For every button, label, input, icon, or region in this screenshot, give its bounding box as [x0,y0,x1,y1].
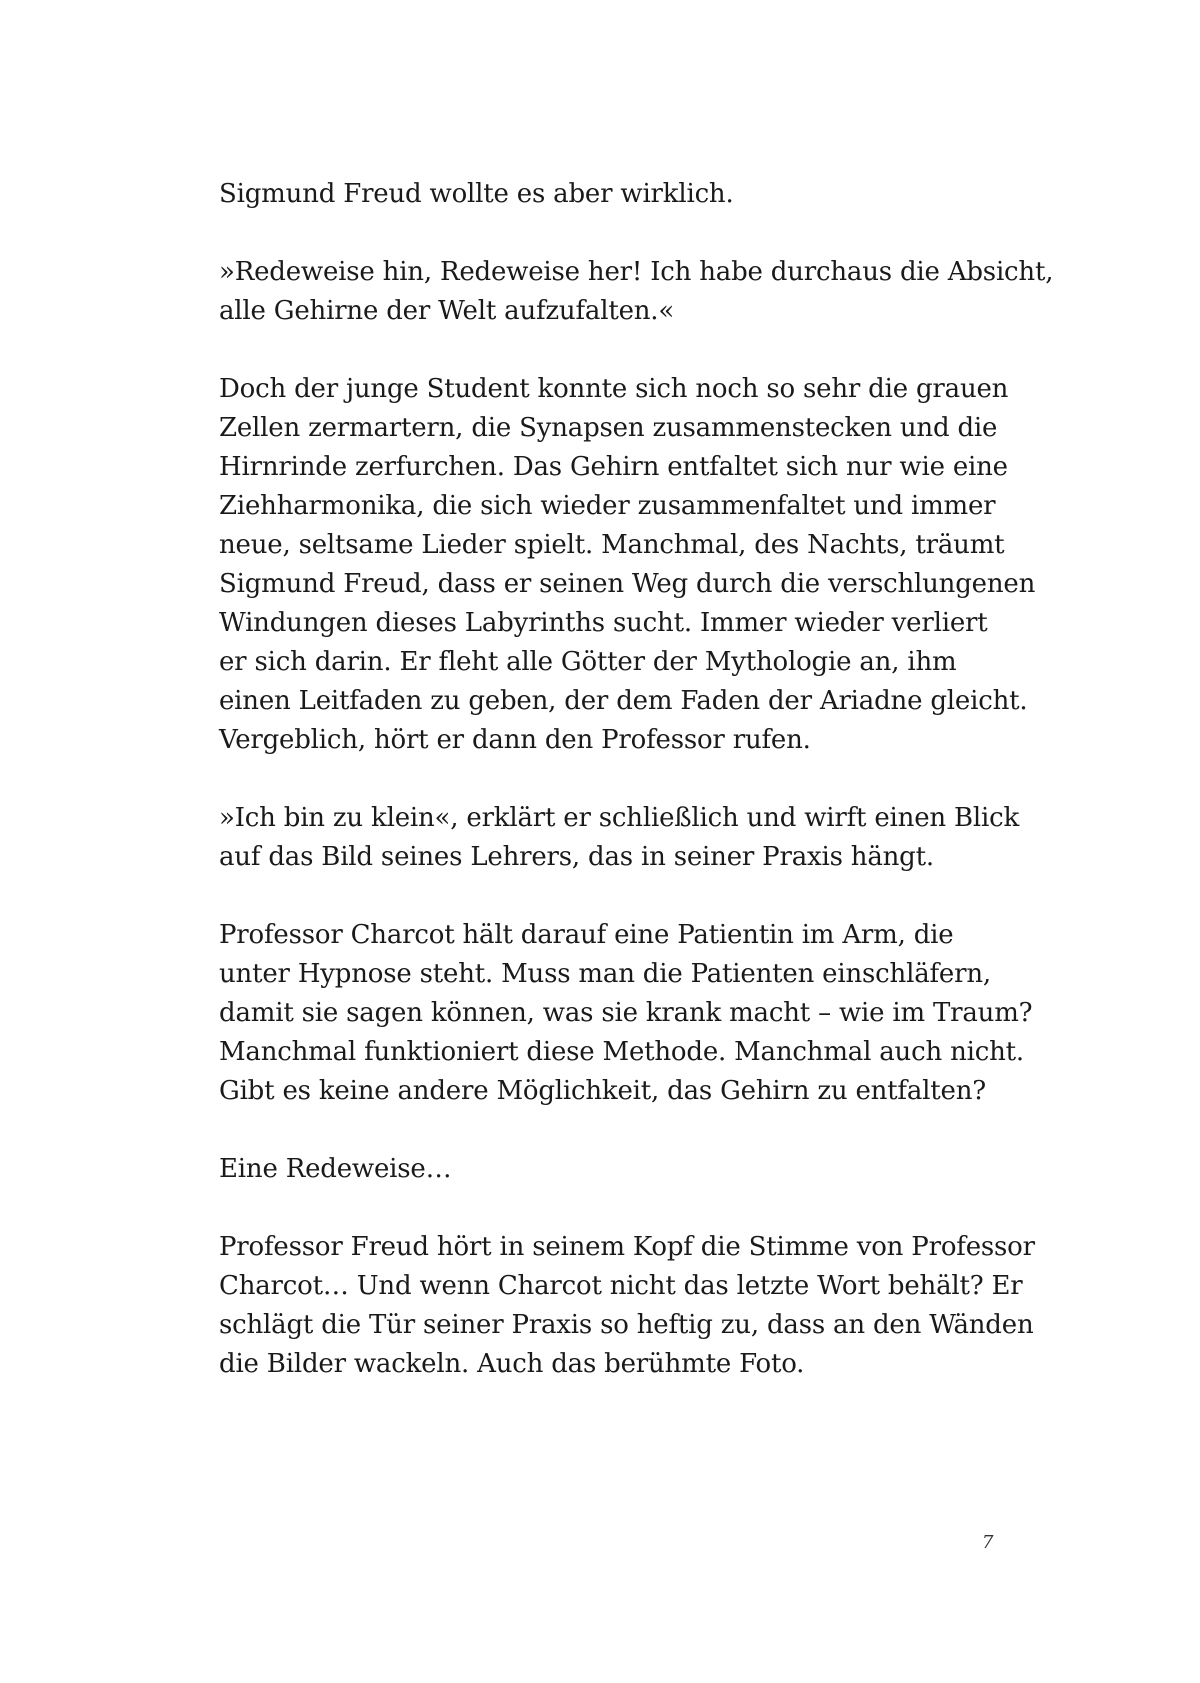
paragraph [219,799,1019,877]
paragraph [219,916,1033,1111]
text-line: Professor Charcot hält darauf eine Patientin im Arm, die [219,920,954,950]
text-line: »Ich bin zu klein«, erklärt er schließlich und wirft einen Blick [219,803,1020,833]
text-line: damit sie sagen können, was sie krank macht – wie im Traum? [219,998,1033,1028]
text-line: unter Hypnose steht. Muss man die Patienten einschläfern, [219,959,991,989]
paragraph [219,370,1036,760]
text-line: Sigmund Freud, dass er seinen Weg durch die verschlungenen [219,569,1036,599]
text-line: schlägt die Tür seiner Praxis so heftig zu, dass an den Wänden [219,1310,1034,1340]
paragraph [219,175,1019,214]
text-line: Eine Redeweise… [219,1154,452,1184]
text-line: auf das Bild seines Lehrers, das in seiner Praxis hängt. [219,842,934,872]
text-line: Sigmund Freud wollte es aber wirklich. [219,179,734,209]
text-line: Hirnrinde zerfurchen. Das Gehirn entfaltet sich nur wie eine [219,452,1008,482]
paragraph [219,1150,1019,1189]
text-line: »Redeweise hin, Redeweise her! Ich habe durchaus die Absicht, [219,257,1054,287]
text-line: neue, seltsame Lieder spielt. Manchmal, des Nachts, träumt [219,530,1005,560]
paragraph [219,1228,1035,1384]
body-text [219,175,1054,1423]
text-line: Vergeblich, hört er dann den Professor rufen. [219,725,811,755]
paragraph [219,253,1054,331]
text-line: Windungen dieses Labyrinths sucht. Immer wieder verliert [219,608,988,638]
text-line: die Bilder wackeln. Auch das berühmte Foto. [219,1349,805,1379]
text-line: Zellen zermartern, die Synapsen zusammenstecken und die [219,413,998,443]
page-number: 7 [982,1532,994,1553]
text-line: einen Leitfaden zu geben, der dem Faden der Ariadne gleicht. [219,686,1028,716]
text-line: Doch der junge Student konnte sich noch so sehr die grauen [219,374,1009,404]
text-line: Gibt es keine andere Möglichkeit, das Gehirn zu entfalten? [219,1076,986,1106]
text-line: Charcot… Und wenn Charcot nicht das letzte Wort behält? Er [219,1271,1023,1301]
text-line: Manchmal funktioniert diese Methode. Manchmal auch nicht. [219,1037,1024,1067]
text-line: Professor Freud hört in seinem Kopf die Stimme von Professor [219,1232,1035,1262]
text-line: Ziehharmonika, die sich wieder zusammenfaltet und immer [219,491,996,521]
text-line: er sich darin. Er fleht alle Götter der Mythologie an, ihm [219,647,957,677]
text-line: alle Gehirne der Welt aufzufalten.« [219,296,675,326]
